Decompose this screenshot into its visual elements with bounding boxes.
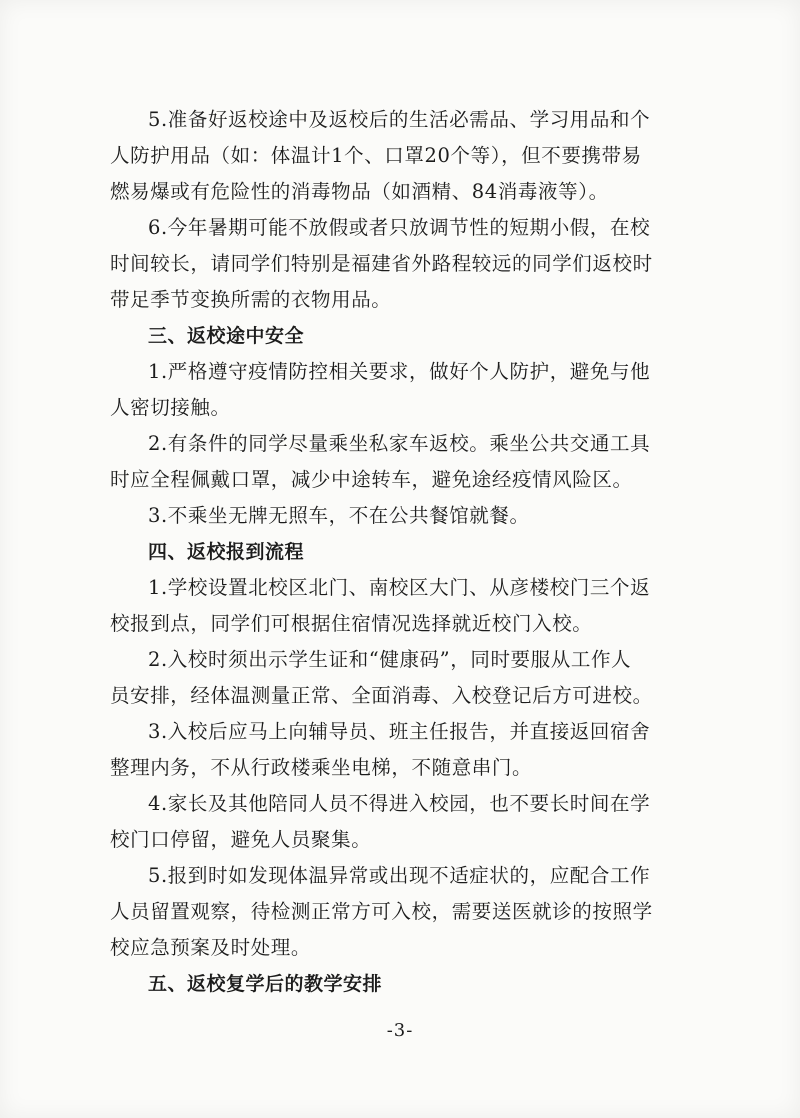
text-line: 人防护用品（如：体温计1个、口罩20个等），但不要携带易	[110, 144, 642, 167]
text-line: 时间较长，请同学们特别是福建省外路程较远的同学们返校时	[110, 252, 653, 275]
text-line: 员安排，经体温测量正常、全面消毒、入校登记后方可进校。	[110, 684, 653, 707]
text-line: 1.严格遵守疫情防控相关要求，做好个人防护，避免与他	[148, 360, 651, 383]
section-heading: 五、返校复学后的教学安排	[148, 973, 383, 995]
text-line: 人员留置观察，待检测正常方可入校，需要送医就诊的按照学	[110, 900, 653, 923]
text-line: 5.准备好返校途中及返校后的生活必需品、学习用品和个	[148, 108, 651, 131]
text-line: 6.今年暑期可能不放假或者只放调节性的短期小假，在校	[148, 216, 651, 239]
text-line: 校报到点，同学们可根据住宿情况选择就近校门入校。	[110, 612, 593, 635]
text-line: 3.不乘坐无牌无照车，不在公共餐馆就餐。	[148, 504, 530, 527]
text-line: 1.学校设置北校区北门、南校区大门、从彦楼校门三个返	[148, 576, 651, 599]
text-line: 2.入校时须出示学生证和“健康码”，同时要服从工作人	[148, 648, 632, 671]
text-line: 燃易爆或有危险性的消毒物品（如酒精、84消毒液等）。	[110, 180, 609, 203]
page-number: -3-	[386, 1020, 414, 1041]
section-heading: 三、返校途中安全	[148, 325, 305, 347]
text-line: 校应急预案及时处理。	[110, 936, 312, 959]
text-line: 4.家长及其他陪同人员不得进入校园，也不要长时间在学	[148, 792, 651, 815]
text-line: 人密切接触。	[110, 396, 231, 419]
text-line: 2.有条件的同学尽量乘坐私家车返校。乘坐公共交通工具	[148, 432, 651, 455]
section-heading: 四、返校报到流程	[148, 541, 305, 563]
text-line: 校门口停留，避免人员聚集。	[110, 828, 372, 851]
text-line: 带足季节变换所需的衣物用品。	[110, 288, 392, 311]
text-line: 3.入校后应马上向辅导员、班主任报告，并直接返回宿舍	[148, 720, 651, 743]
text-line: 时应全程佩戴口罩，减少中途转车，避免途经疫情风险区。	[110, 468, 633, 491]
text-line: 5.报到时如发现体温异常或出现不适症状的，应配合工作	[148, 864, 651, 887]
text-line: 整理内务，不从行政楼乘坐电梯，不随意串门。	[110, 756, 533, 779]
